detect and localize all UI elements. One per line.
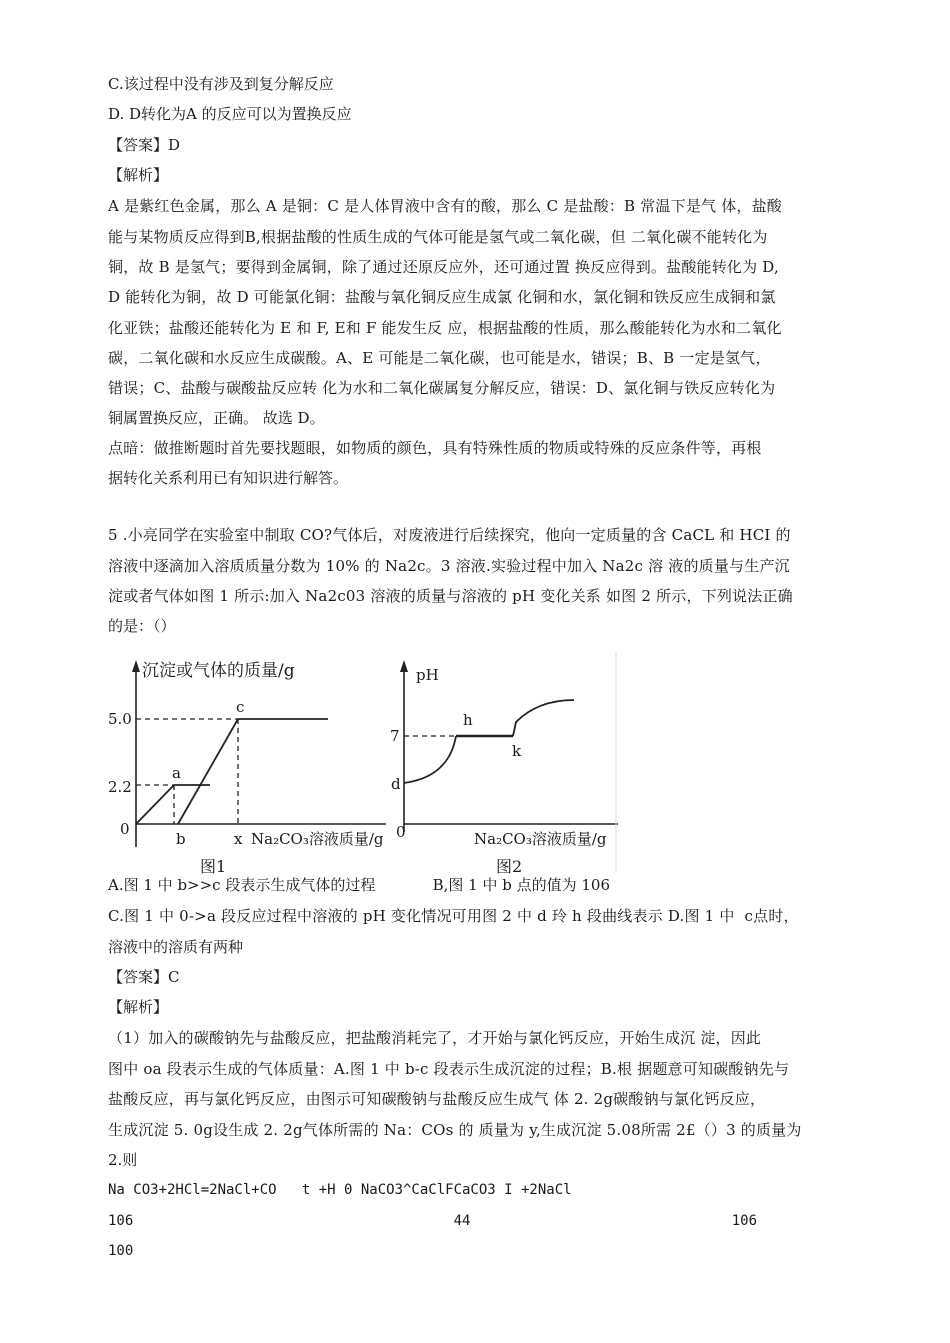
analysis-label: 【解析】: [108, 998, 169, 1016]
analysis-2-line: 2.则: [108, 1151, 138, 1169]
fig2-origin: 0: [396, 823, 406, 841]
fig2-y-arrow: [400, 660, 408, 672]
fig1-xlabel: Na₂CO₃溶液质量/g: [251, 830, 384, 848]
fig2-curve-k: [513, 700, 574, 736]
fig2-ylabel: pH: [416, 666, 439, 684]
analysis-paragraph-line: D 能转化为铜，故 D 可能氯化铜：盐酸与氧化铜反应生成氯 化铜和水，氯化铜和铁反应生成铜和氯: [108, 288, 776, 306]
fig1-gas-line: [136, 785, 174, 824]
options-cd-cont: 溶液中的溶质有两种: [108, 938, 244, 956]
fig2-curve-d-h: [404, 736, 456, 783]
analysis-paragraph-line: 能与某物质反应得到B,根据盐酸的性质生成的气体可能是氢气或二氧化碳，但 二氧化碳不能转化为: [108, 228, 768, 246]
fig1-point-x: x: [234, 830, 243, 848]
options-ab: A.图 1 中 b>>c 段表示生成气体的过程 B,图 1 中 b 点的值为 106: [108, 876, 610, 894]
answer-label: 【答案】D: [108, 136, 181, 154]
analysis-paragraph-line: 铜属置换反应，正确。 故选 D。: [108, 409, 325, 427]
option-d-text: D. D转化为A 的反应可以为置换反应: [108, 105, 352, 123]
tip-paragraph-line: 点暗：做推断题时首先要找题眼，如物质的颜色，具有特殊性质的物质或特殊的反应条件等，再根: [108, 439, 762, 457]
equation-mass-line-2: 100: [108, 1243, 134, 1259]
equation-line: Na CO3+2HCl=2NaCl+CO t +H 0 NaCO3^CaClFCaCO3 I +2NaCl: [108, 1182, 572, 1198]
fig2-point-h: h: [463, 711, 473, 729]
analysis-paragraph-line: A 是紫红色金属，那么 A 是铜：C 是人体胃液中含有的酸，那么 C 是盐酸：B 常温下是气 体，盐酸: [108, 197, 782, 215]
analysis-paragraph-line: 错误；C、盐酸与碳酸盐反应转 化为水和二氧化碳属复分解反应，错误：D、氯化铜与铁反应转化为: [108, 379, 776, 397]
fig1-point-c: c: [236, 698, 245, 716]
analysis-paragraph-line: 化亚铁；盐酸还能转化为 E 和 F, E和 F 能发生反 应，根据盐酸的性质，那么酸能转化为水和二氧化: [108, 319, 782, 337]
fig1-point-b: b: [176, 830, 186, 848]
fig1-caption: 图1: [200, 857, 227, 876]
fig2-point-d: d: [391, 775, 401, 793]
fig2-xlabel: Na₂CO₃溶液质量/g: [474, 830, 607, 848]
tip-paragraph-line: 据转化关系利用已有知识进行解答。: [108, 469, 349, 487]
analysis-paragraph-line: 铜，故 B 是氢气；要得到金属铜，除了通过还原反应外，还可通过置 换反应得到。盐酸能转化为 D,: [108, 258, 779, 276]
figures: [106, 652, 618, 878]
question-5-line: 5 .小亮同学在实验室中制取 CO?气体后，对废液进行后续探究，他向一定质量的含 CaCL 和 HCI 的: [108, 526, 791, 544]
figure-2: [390, 660, 618, 876]
fig1-origin: 0: [120, 820, 130, 838]
analysis-label: 【解析】: [108, 166, 169, 184]
option-c-text: C.该过程中没有涉及到复分解反应: [108, 75, 334, 93]
question-5-line: 的是：（）: [108, 617, 176, 635]
question-5-line: 溶液中逐滴加入溶质质量分数为 10% 的 Na2c。3 溶液.实验过程中加入 Na2c 溶 液的质量与生产沉: [108, 557, 790, 575]
fig2-ytick-7: 7: [390, 727, 400, 745]
analysis-2-line: （1）加入的碳酸钠先与盐酸反应，把盐酸消耗完了，才开始与氯化钙反应，开始生成沉 淀，因此: [108, 1029, 762, 1047]
fig1-ylabel: 沉淀或气体的质量/g: [142, 661, 295, 681]
analysis-2-line: 盐酸反应，再与氯化钙反应，由图示可知碳酸钠与盐酸反应生成气 体 2. 2g碳酸钠与氯化钙反应，: [108, 1090, 766, 1108]
fig1-ytick-5: 5.0: [108, 710, 132, 728]
analysis-2-line: 生成沉淀 5. 0g设生成 2. 2g气体所需的 Na：COs 的 质量为 y,生成沉淀 5.08所需 2£（）3 的质量为: [108, 1121, 802, 1139]
answer-label: 【答案】C: [108, 968, 180, 986]
fig1-ytick-2: 2.2: [108, 778, 132, 796]
fig2-caption: 图2: [496, 857, 523, 876]
fig2-point-k: k: [512, 742, 522, 760]
fig1-point-a: a: [172, 764, 181, 782]
analysis-2-line: 图中 oa 段表示生成的气体质量：A.图 1 中 b-c 段表示生成沉淀的过程；B.根 据题意可知碳酸钠先与: [108, 1060, 790, 1078]
analysis-paragraph-line: 碳，二氧化碳和水反应生成碳酸。A、E 可能是二氧化碳，也可能是水，错误；B、B 一定是氢气，: [108, 349, 771, 367]
options-cd: C.图 1 中 0->a 段反应过程中溶液的 pH 变化情况可用图 2 中 d 玲 h 段曲线表示 D.图 1 中 c点时，: [108, 907, 799, 925]
figure-1: [108, 660, 386, 876]
equation-mass-line: 106 44 106: [108, 1213, 758, 1229]
question-5-line: 淀或者气体如图 1 所示:加入 Na2c03 溶液的质量与溶液的 pH 变化关系 如图 2 所示，下列说法正确: [108, 587, 793, 605]
fig1-y-arrow: [132, 660, 140, 672]
fig1-precip-line: [178, 719, 238, 824]
